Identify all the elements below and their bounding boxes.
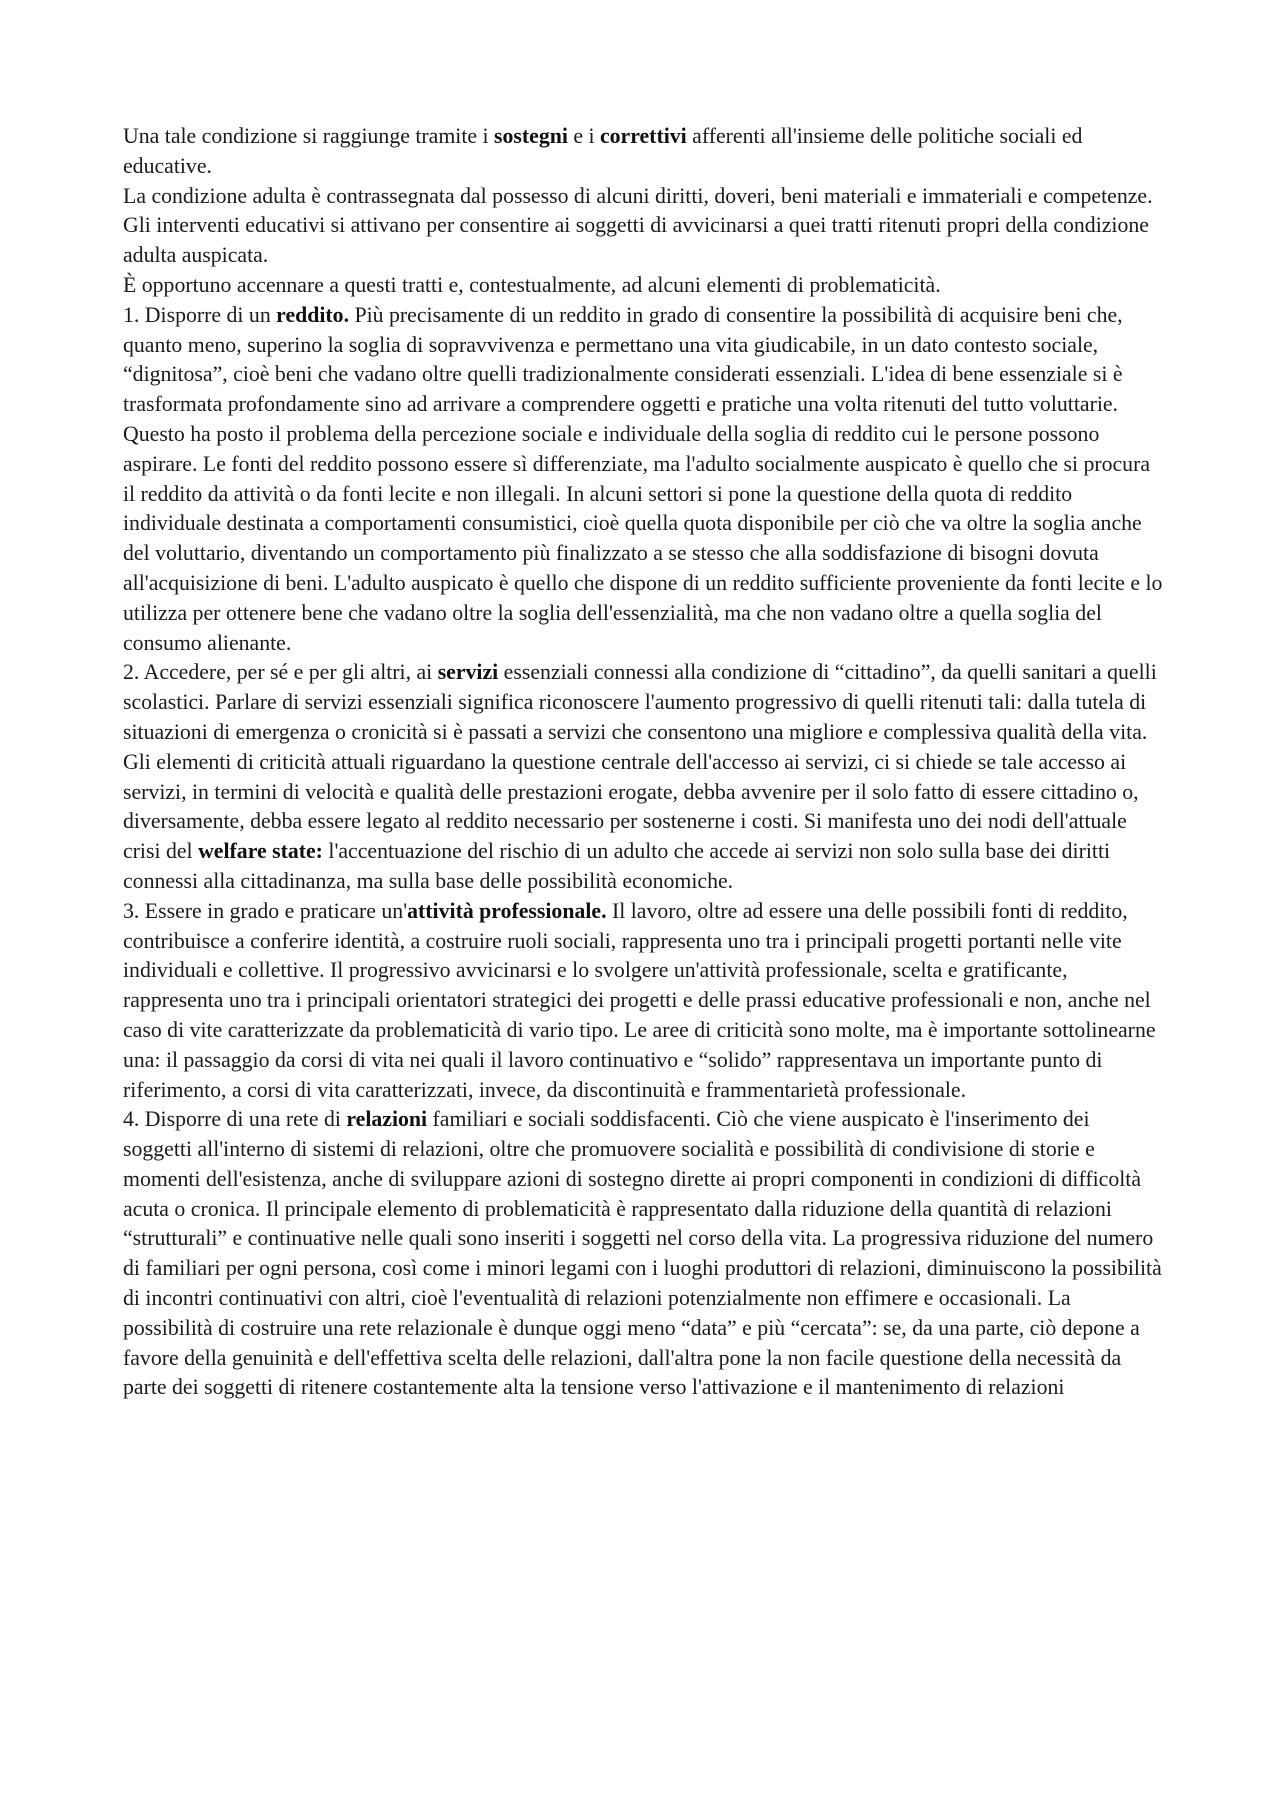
- text-run: 3. Essere in grado e praticare un': [123, 898, 408, 923]
- paragraph-tratti: [123, 271, 1163, 301]
- text-run: 4. Disporre di una rete di: [123, 1107, 347, 1132]
- paragraph-condizione-adulta: [123, 182, 1163, 212]
- paragraph-item-3-attivita: [123, 897, 1163, 1106]
- text-run: essenziali connessi alla condizione di “cittadino”, da quelli sanitari a quelli scolastici. Parlare di servizi essenziali significa riconoscere l'aumento progressivo di quelli ritenuti tali: dalla tutela di situazioni di emergenza o cronicità si è passati a servizi che consentono una migliore e complessiva qualità della vita. Gli elementi di criticità attuali riguardano la questione centrale dell'accesso ai servizi, ci si chiede se tale accesso ai servizi, in termini di velocità e qualità delle prestazioni erogate, debba avvenire per il solo fatto di essere cittadino o, diversamente, debba essere legato al reddito necessario per sostenerne i costi. Si manifesta uno dei nodi dell'attuale crisi del: [123, 660, 1157, 864]
- text-run: e i: [567, 124, 600, 148]
- text-run: La condizione adulta è contrassegnata dal possesso di alcuni diritti, doveri, beni materiali e immateriali e competenze.: [123, 183, 1153, 208]
- bold-term-sostegni: sostegni: [494, 124, 568, 148]
- bold-term-welfare-state: welfare state:: [198, 839, 323, 864]
- text-run: familiari e sociali soddisfacenti. Ciò che viene auspicato è l'inserimento dei soggetti all'interno di sistemi di relazioni, oltre che promuovere socialità e possibilità di condivisione di storie e momenti dell'esistenza, anche di sviluppare azioni di sostegno dirette ai propri componenti in condizioni di difficoltà acuta o cronica. Il principale elemento di problematicità è rappresentato dalla riduzione della quantità di relazioni “strutturali” e continuative nelle quali sono inseriti i soggetti nel corso della vita. La progressiva riduzione del numero di familiari per ogni persona, così come i minori legami con i luoghi produttori di relazioni, diminuiscono la possibilità di incontri continuativi con altri, cioè l'eventualità di relazioni potenzialmente non effimere e occasionali. La possibilità di costruire una rete relazionale è dunque oggi meno “data” e più “cercata”: se, da una parte, ciò depone a favore della genuinità e dell'effettiva scelta delle relazioni, dall'altra pone la non facile questione della necessità da parte dei soggetti di ritenere costantemente alta la tensione verso l'attivazione e il mantenimento di relazioni: [123, 1107, 1162, 1400]
- document-body: [123, 122, 1163, 1403]
- paragraph-item-4-relazioni: [123, 1105, 1163, 1403]
- bold-term-reddito: reddito.: [276, 302, 350, 327]
- text-run: Gli interventi educativi si attivano per consentire ai soggetti di avvicinarsi a quei tratti ritenuti propri della condizione adulta auspicata.: [123, 213, 1149, 268]
- bold-term-attivita-professionale: attività professionale.: [407, 898, 607, 923]
- text-run: Una tale condizione si raggiunge tramite i: [123, 124, 495, 148]
- text-run: l'accentuazione del rischio di un adulto che accede ai servizi non solo sulla base dei diritti connessi alla cittadinanza, ma sulla base delle possibilità economiche.: [123, 839, 1111, 893]
- bold-term-correttivi: correttivi: [599, 124, 687, 148]
- paragraph-interventi-educativi: [123, 211, 1163, 271]
- text-run: È opportuno accennare a questi tratti e, contestualmente, ad alcuni elementi di problematicità.: [123, 272, 941, 297]
- text-run: 2. Accedere, per sé e per gli altri, ai: [123, 660, 438, 685]
- paragraph-item-1-reddito: [123, 301, 1163, 659]
- text-run: Il lavoro, oltre ad essere una delle possibili fonti di reddito, contribuisce a conferire identità, a costruire ruoli sociali, rappresenta uno tra i principali progetti portanti nelle vite individuali e collettive. Il progressivo avvicinarsi e lo svolgere un'attività professionale, scelta e gratificante, rappresenta uno tra i principali orientatori strategici dei progetti e delle prassi educative professionali e non, anche nel caso di vite caratterizzate da problematicità di vario tipo. Le aree di criticità sono molte, ma è importante sottolinearne una: il passaggio da corsi di vita nei quali il lavoro continuativo e “solido” rappresentava un importante punto di riferimento, a corsi di vita caratterizzati, invece, da discontinuità e frammentarietà professionale.: [123, 898, 1156, 1102]
- text-run: Più precisamente di un reddito in grado di consentire la possibilità di acquisire beni che, quanto meno, superino la soglia di sopravvivenza e permettano una vita giudicabile, in un dato contesto sociale, “dignitosa”, cioè beni che vadano oltre quelli tradizionalmente considerati essenziali. L'idea di bene essenziale si è trasformata profondamente sino ad arrivare a comprendere oggetti e pratiche una volta ritenuti del tutto voluttarie. Questo ha posto il problema della percezione sociale e individuale della soglia di reddito cui le persone possono aspirare. Le fonti del reddito possono essere sì differenziate, ma l'adulto socialmente auspicato è quello che si procura il reddito da attività o da fonti lecite e non illegali. In alcuni settori si pone la questione della quota di reddito individuale destinata a comportamenti consumistici, cioè quella quota disponibile per ciò che va oltre la soglia anche del voluttario, diventando un comportamento più finalizzato a se stesso che alla soddisfazione di bisogni dovuta all'acquisizione di beni. L'adulto auspicato è quello che dispone di un reddito sufficiente proveniente da fonti lecite e lo utilizza per ottenere bene che vadano oltre la soglia dell'essenzialità, ma che non vadano oltre a quella soglia del consumo alienante.: [123, 302, 1163, 655]
- text-run: afferenti all'insieme delle politiche sociali ed educative.: [123, 124, 1083, 178]
- paragraph-item-2-servizi: [123, 658, 1163, 896]
- text-run: 1. Disporre di un: [123, 302, 277, 327]
- bold-term-servizi: servizi: [437, 660, 499, 685]
- paragraph-intro: [123, 122, 1163, 182]
- bold-term-relazioni: relazioni: [346, 1107, 428, 1132]
